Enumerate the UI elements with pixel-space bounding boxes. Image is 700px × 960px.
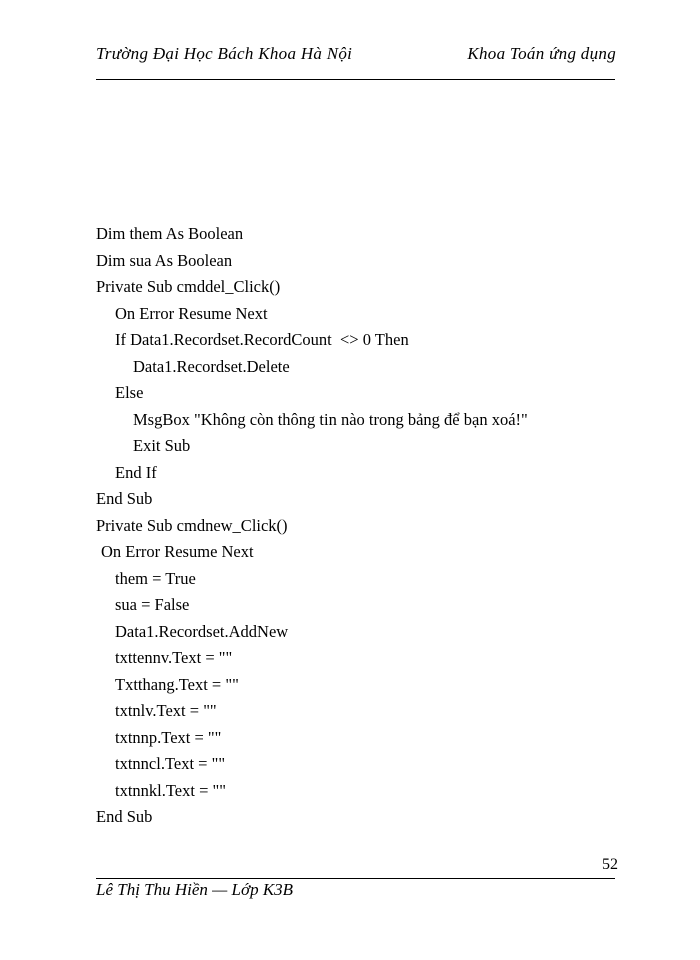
header-university: Trường Đại Học Bách Khoa Hà Nội — [96, 44, 353, 63]
code-line: Else — [115, 383, 144, 402]
code-line: txtnlv.Text = "" — [115, 701, 217, 720]
code-line: Dim sua As Boolean — [96, 251, 233, 270]
code-line: End Sub — [96, 807, 153, 826]
code-line: End Sub — [96, 489, 153, 508]
code-line: txttennv.Text = "" — [115, 648, 233, 667]
code-line: On Error Resume Next — [101, 542, 254, 561]
code-line: txtnnkl.Text = "" — [115, 781, 226, 800]
code-line: MsgBox "Không còn thông tin nào trong bảng để bạn xoá!" — [133, 410, 528, 429]
code-line: sua = False — [115, 595, 190, 614]
code-line: Private Sub cmddel_Click() — [96, 277, 281, 296]
header-rule — [96, 79, 615, 80]
code-line: If Data1.Recordset.RecordCount <> 0 Then — [115, 330, 409, 349]
code-line: End If — [115, 463, 157, 482]
header-faculty: Khoa Toán ứng dụng — [467, 44, 616, 63]
footer-rule — [96, 878, 615, 879]
page-header — [96, 44, 616, 80]
code-line: txtnncl.Text = "" — [115, 754, 226, 773]
code-line: On Error Resume Next — [115, 304, 268, 323]
code-line: Exit Sub — [133, 436, 191, 455]
footer-author: Lê Thị Thu Hiền — Lớp K3B — [96, 880, 294, 899]
code-line: them = True — [115, 569, 196, 588]
page-number: 52 — [602, 856, 618, 873]
code-line: Private Sub cmdnew_Click() — [96, 516, 288, 535]
code-line: Data1.Recordset.AddNew — [115, 622, 289, 641]
code-line: Dim them As Boolean — [96, 224, 244, 243]
code-line: txtnnp.Text = "" — [115, 728, 222, 747]
code-line: Txtthang.Text = "" — [115, 675, 239, 694]
code-line: Data1.Recordset.Delete — [133, 357, 290, 376]
